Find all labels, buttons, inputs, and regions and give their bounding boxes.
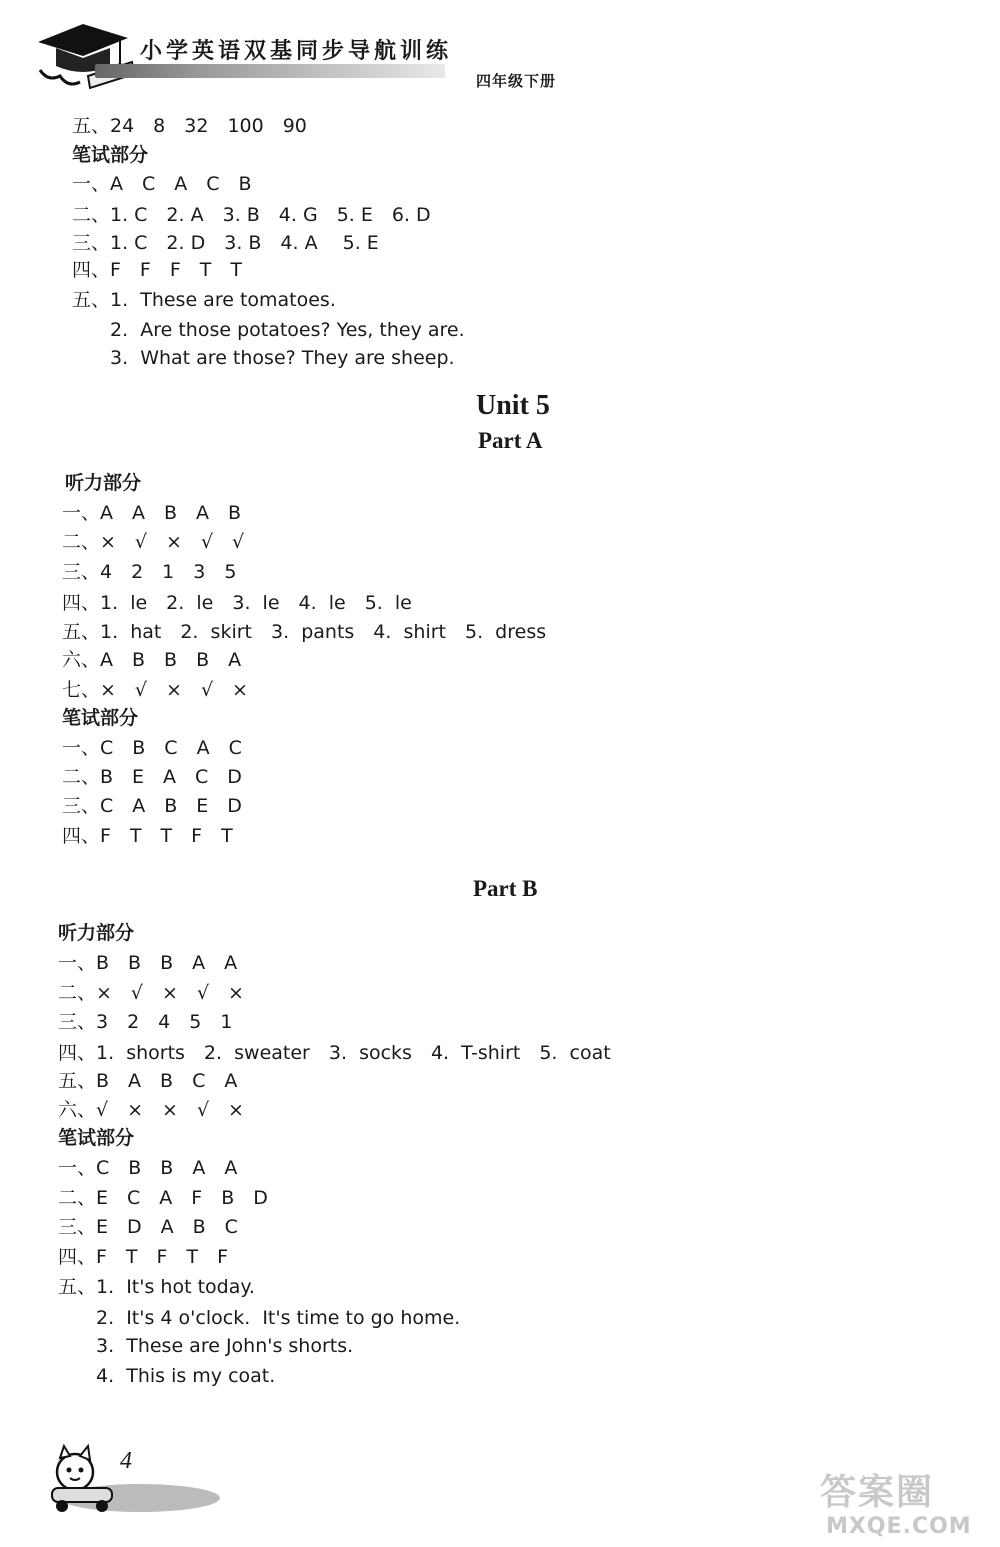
answer-line: 二、1. C 2. A 3. B 4. G 5. E 6. D <box>72 204 431 226</box>
answer-line: 一、A C A C B <box>72 173 252 195</box>
answer-line: 2. Are those potatoes? Yes, they are. <box>72 319 465 341</box>
answer-line: 五、1. These are tomatoes. <box>72 289 336 311</box>
answer-line: 四、F F F T T <box>72 259 242 281</box>
answer-line: 四、F T F T F <box>58 1246 228 1268</box>
graduation-cap-icon <box>28 12 138 92</box>
grade-label: 四年级下册 <box>476 72 557 90</box>
answer-line: 二、B E A C D <box>62 766 242 788</box>
part-b-title: Part B <box>473 876 538 901</box>
answer-line: 四、F T T F T <box>62 825 233 847</box>
watermark-bottom: MXQE.COM <box>826 1514 972 1539</box>
section-heading-listening: 听力部分 <box>65 472 142 494</box>
answer-line: 三、4 2 1 3 5 <box>62 561 237 583</box>
answer-line: 一、A A B A B <box>62 502 242 524</box>
answer-line: 二、× √ × √ √ <box>62 531 245 553</box>
answer-line: 四、1. shorts 2. sweater 3. socks 4. T-shirt 5. coat <box>58 1042 611 1064</box>
answer-line: 3. What are those? They are sheep. <box>72 347 455 369</box>
answer-line: 四、1. le 2. le 3. le 4. le 5. le <box>62 592 412 614</box>
answer-line: 二、× √ × √ × <box>58 982 244 1004</box>
section-heading-written: 笔试部分 <box>72 144 149 166</box>
answer-line: 三、E D A B C <box>58 1216 238 1238</box>
answer-line: 三、3 2 4 5 1 <box>58 1011 233 1033</box>
answer-line: 六、A B B B A <box>62 649 242 671</box>
answer-line: 一、C B C A C <box>62 737 242 759</box>
section-heading-written: 笔试部分 <box>62 707 139 729</box>
answer-line: 3. These are John's shorts. <box>58 1335 354 1357</box>
answer-line: 五、1. It's hot today. <box>58 1276 255 1298</box>
section-heading-written: 笔试部分 <box>58 1127 135 1149</box>
watermark-top: 答案圈 <box>820 1472 935 1513</box>
answer-line: 三、1. C 2. D 3. B 4. A 5. E <box>72 232 379 254</box>
answer-line: 一、B B B A A <box>58 952 238 974</box>
answer-line: 二、E C A F B D <box>58 1187 268 1209</box>
header-decorative-band <box>95 64 445 78</box>
book-title: 小学英语双基同步导航训练 <box>140 39 453 64</box>
answer-line: 七、× √ × √ × <box>62 679 248 701</box>
page-header <box>0 0 1000 110</box>
answer-line: 一、C B B A A <box>58 1157 238 1179</box>
answer-line: 六、√ × × √ × <box>58 1099 244 1121</box>
answer-line: 五、1. hat 2. skirt 3. pants 4. shirt 5. dress <box>62 621 547 643</box>
unit-title: Unit 5 <box>476 390 550 421</box>
answer-line: 三、C A B E D <box>62 795 242 817</box>
part-a-title: Part A <box>478 428 543 453</box>
answer-line: 4. This is my coat. <box>58 1365 276 1387</box>
answer-line: 五、B A B C A <box>58 1070 238 1092</box>
answer-line: 五、24 8 32 100 90 <box>72 115 307 137</box>
section-heading-listening: 听力部分 <box>58 922 135 944</box>
answer-line: 2. It's 4 o'clock. It's time to go home. <box>58 1307 461 1329</box>
page-number: 4 <box>120 1448 132 1474</box>
